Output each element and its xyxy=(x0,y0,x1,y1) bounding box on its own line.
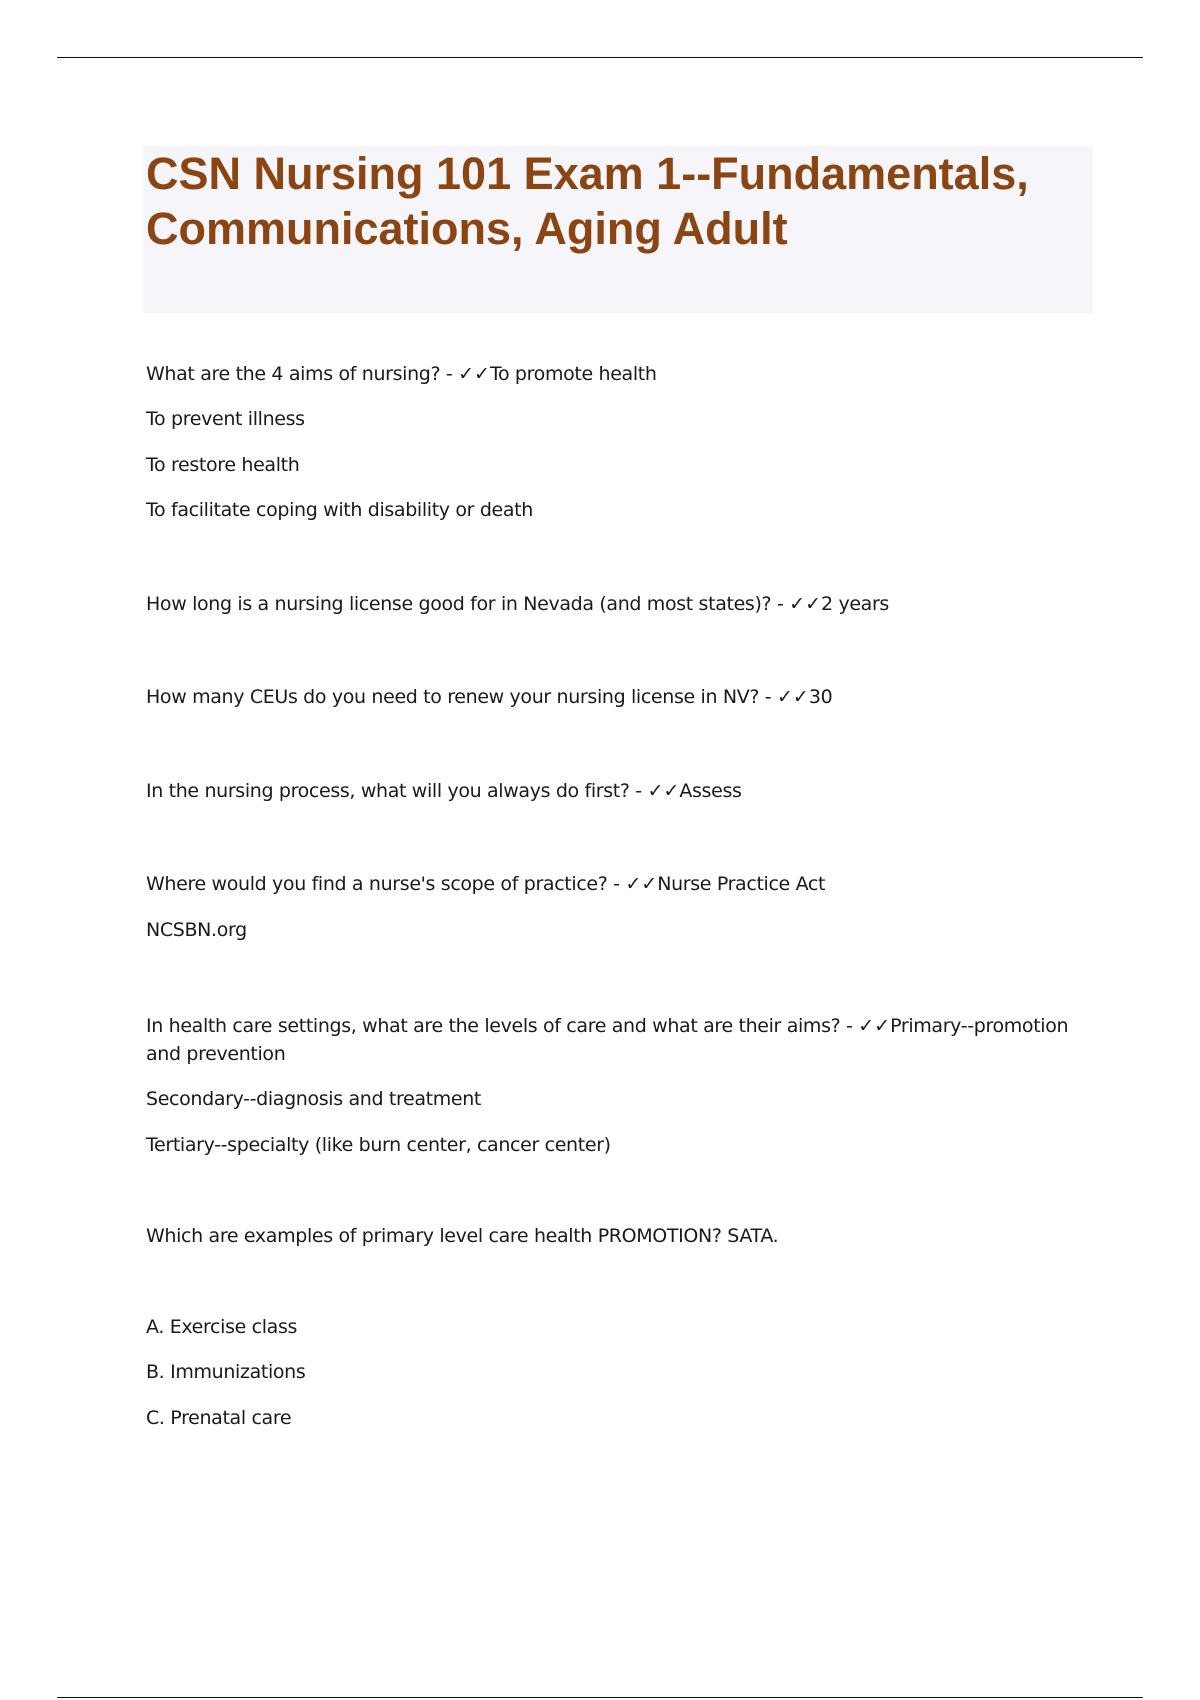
qa-line xyxy=(146,870,825,898)
answer-text: To promote health xyxy=(489,363,657,385)
answer-text: 30 xyxy=(808,686,833,708)
question-text: Where would you find a nurse's scope of practice? - xyxy=(146,873,626,895)
top-rule xyxy=(57,57,1143,58)
option-line: C. Prenatal care xyxy=(146,1407,292,1429)
check-icon: ✓✓ xyxy=(625,873,658,895)
check-icon: ✓✓ xyxy=(789,593,822,615)
bottom-rule xyxy=(57,1697,1143,1698)
question-line: Which are examples of primary level care health PROMOTION? SATA. xyxy=(146,1225,779,1247)
check-icon: ✓✓ xyxy=(458,363,490,385)
question-text: In health care settings, what are the levels of care and what are their aims? - xyxy=(146,1015,859,1037)
qa-line xyxy=(146,360,657,388)
qa-line xyxy=(146,777,742,805)
option-line: A. Exercise class xyxy=(146,1316,298,1338)
qa-line xyxy=(146,1012,1086,1068)
answer-text: 2 years xyxy=(821,593,889,615)
answer-line: Tertiary--specialty (like burn center, cancer center) xyxy=(146,1134,611,1156)
answer-text: Assess xyxy=(679,780,742,802)
question-text: How many CEUs do you need to renew your nursing license in NV? - xyxy=(146,686,777,708)
answer-line: To prevent illness xyxy=(146,408,305,430)
option-line: B. Immunizations xyxy=(146,1361,306,1383)
qa-line xyxy=(146,590,889,618)
question-text: In the nursing process, what will you always do first? - xyxy=(146,780,648,802)
qa-line xyxy=(146,683,832,711)
check-icon: ✓✓ xyxy=(647,780,680,802)
answer-line: To restore health xyxy=(146,454,300,476)
answer-text: Primary--promotion and prevention xyxy=(146,1015,1069,1065)
question-text: What are the 4 aims of nursing? - xyxy=(146,363,459,385)
answer-line: Secondary--diagnosis and treatment xyxy=(146,1088,482,1110)
answer-line: To facilitate coping with disability or death xyxy=(146,499,533,521)
document-title: CSN Nursing 101 Exam 1--Fundamentals, Communications, Aging Adult xyxy=(146,148,1029,254)
answer-text: Nurse Practice Act xyxy=(657,873,826,895)
check-icon: ✓✓ xyxy=(858,1015,891,1037)
question-text: How long is a nursing license good for in Nevada (and most states)? - xyxy=(146,593,790,615)
check-icon: ✓✓ xyxy=(776,686,809,708)
answer-line: NCSBN.org xyxy=(146,919,247,941)
